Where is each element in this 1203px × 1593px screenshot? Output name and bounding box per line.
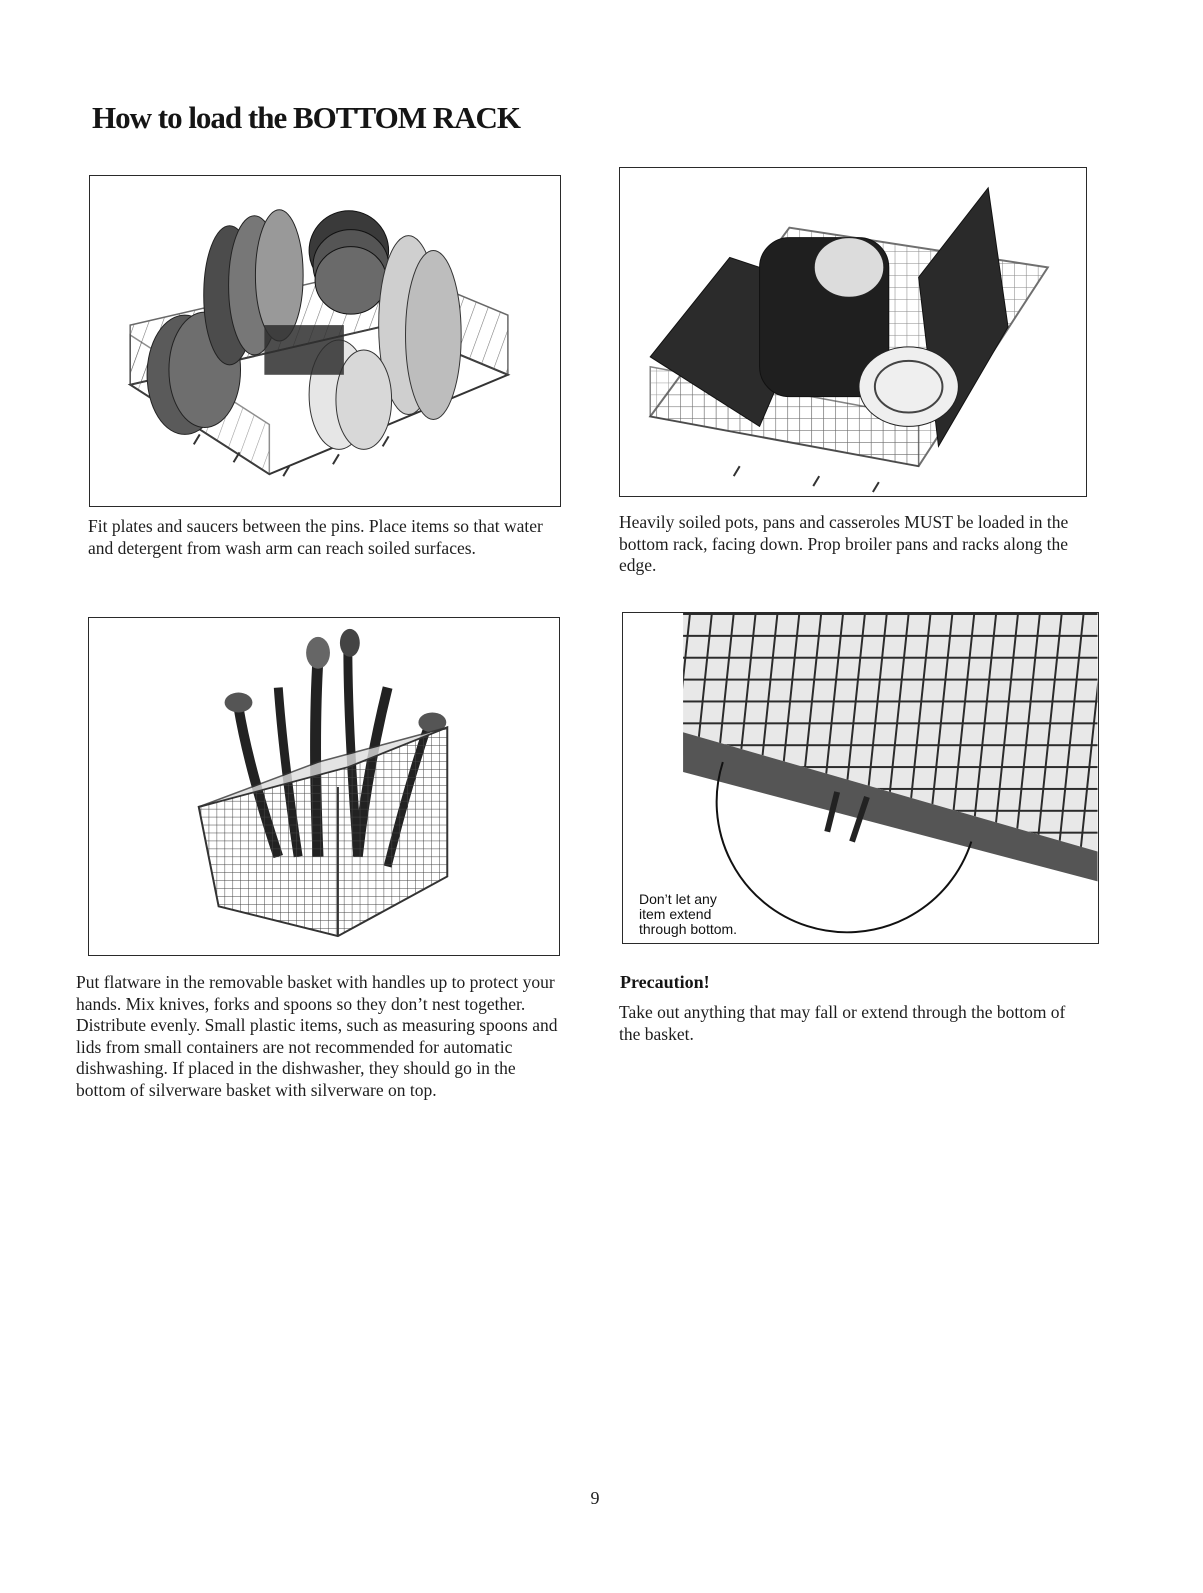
basket-callout: Don’t let any item extend through bottom.	[639, 891, 738, 937]
plates-caption: Fit plates and saucers between the pins. Place items so that water and detergent from wash arm can reach soiled surfaces.	[88, 516, 543, 558]
page-title: How to load the BOTTOM RACK	[92, 100, 520, 135]
page-number: 9	[590, 1488, 600, 1508]
pots-caption: Heavily soiled pots, pans and casseroles MUST be loaded in the bottom rack, facing down. Prop broiler pans and racks along the edge.	[619, 512, 1069, 575]
pots-pans-rack-photo	[619, 167, 1087, 497]
flatware-basket-illustration	[89, 618, 559, 955]
pots-pans-rack-illustration	[620, 168, 1086, 496]
flatware-basket-photo	[88, 617, 560, 956]
flatware-caption: Put flatware in the removable basket with handles up to protect your hands. Mix knives, forks and spoons so they don’t nest together. Distribute evenly. Small plastic items, such as measuring spoons and lids from small containers are not recommended for automatic dishwashing. If placed in the dishwasher, they should go in the bottom of silverware basket with silverware on top.	[76, 972, 558, 1100]
basket-bottom-closeup-photo	[622, 612, 1099, 944]
plates-rack-photo	[89, 175, 561, 507]
plates-rack-illustration	[90, 176, 560, 506]
precaution-heading: Precaution!	[620, 972, 710, 992]
precaution-text: Take out anything that may fall or extend through the bottom of the basket.	[619, 1002, 1066, 1044]
